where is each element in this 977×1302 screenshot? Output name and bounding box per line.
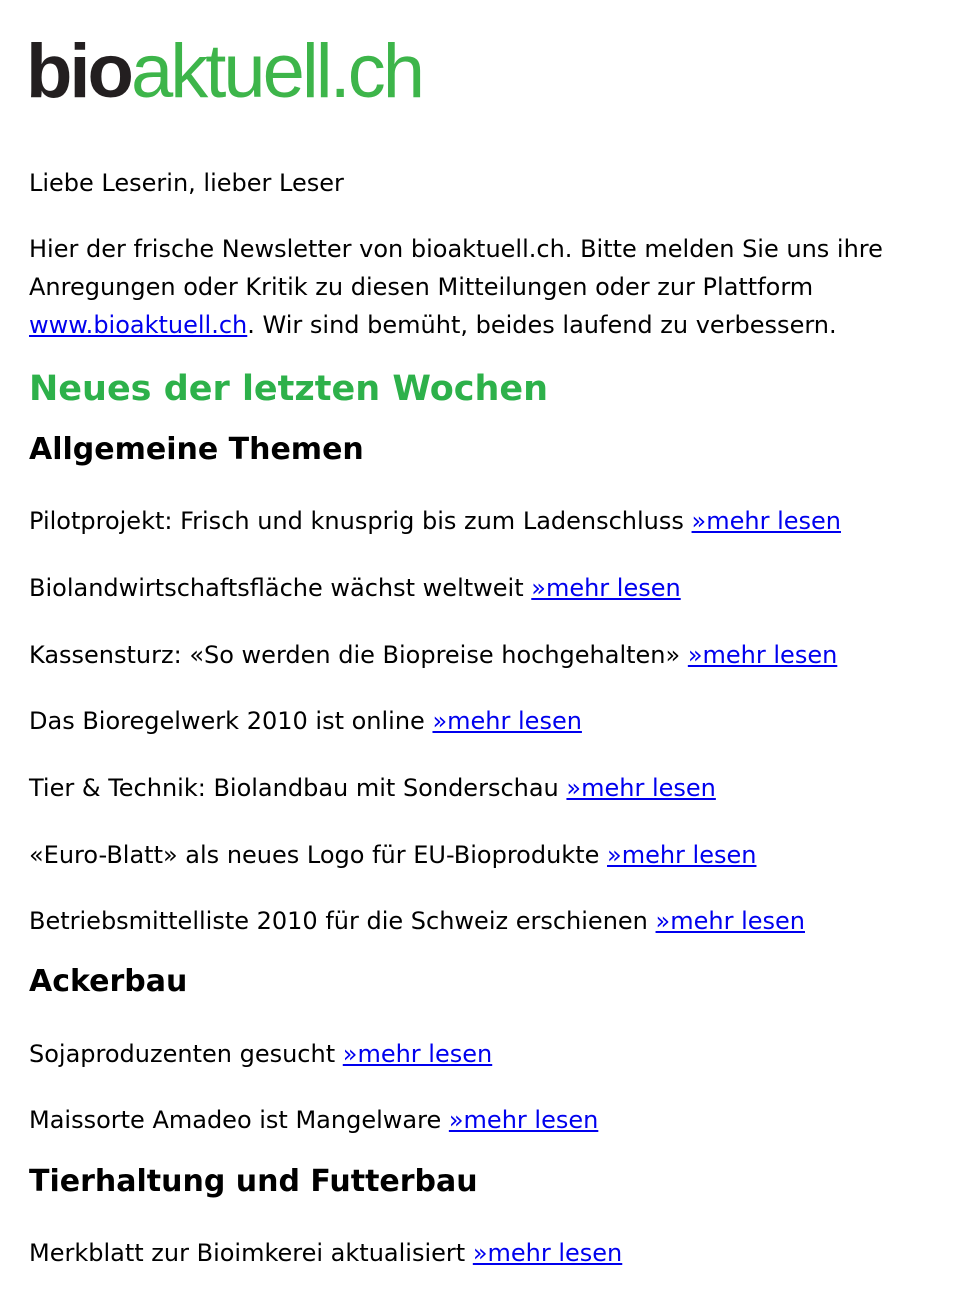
bioaktuell-logo[interactable] bbox=[26, 29, 423, 114]
bioaktuell-link[interactable]: www.bioaktuell.ch bbox=[29, 311, 248, 339]
more-link[interactable]: »mehr lesen bbox=[655, 907, 805, 935]
intro-text-before: Hier der frische Newsletter von bioaktuell.ch. Bitte melden Sie uns ihre Anregungen oder Kritik zu diesen Mitteilungen oder zur Plattform bbox=[29, 235, 883, 301]
more-link[interactable]: »mehr lesen bbox=[342, 1040, 493, 1068]
category-title: Allgemeine Themen bbox=[29, 432, 364, 467]
news-item-title: Pilotprojekt: Frisch und knusprig bis zum Ladenschluss bbox=[29, 507, 684, 535]
intro-text-after: . Wir sind bemüht, beides laufend zu verbessern. bbox=[247, 311, 837, 339]
more-link[interactable]: »mehr lesen bbox=[566, 774, 716, 802]
more-link[interactable]: »mehr lesen bbox=[448, 1106, 599, 1134]
news-item-title: Biolandwirtschaftsfläche wächst weltweit bbox=[29, 574, 524, 602]
news-item bbox=[29, 1035, 492, 1073]
more-link[interactable]: »mehr lesen bbox=[432, 707, 582, 735]
news-item-title: Merkblatt zur Bioimkerei aktualisiert bbox=[29, 1239, 466, 1267]
news-item bbox=[29, 702, 582, 740]
section-title: Neues der letzten Wochen bbox=[29, 369, 549, 409]
logo-aktuell: aktuell.ch bbox=[130, 29, 423, 114]
category-title: Ackerbau bbox=[29, 964, 188, 999]
greeting: Liebe Leserin, lieber Leser bbox=[29, 169, 344, 197]
intro-paragraph bbox=[29, 230, 949, 344]
news-item-title: Kassensturz: «So werden die Biopreise hochgehalten» bbox=[29, 641, 681, 669]
news-item bbox=[29, 502, 841, 540]
more-link[interactable]: »mehr lesen bbox=[691, 507, 841, 535]
news-item-title: Sojaproduzenten gesucht bbox=[29, 1040, 336, 1068]
news-item-title: Maissorte Amadeo ist Mangelware bbox=[29, 1106, 442, 1134]
news-item bbox=[29, 569, 681, 607]
more-link[interactable]: »mehr lesen bbox=[607, 841, 757, 869]
news-item-title: Tier & Technik: Biolandbau mit Sonderschau bbox=[29, 774, 559, 802]
more-link[interactable]: »mehr lesen bbox=[687, 641, 838, 669]
news-item bbox=[29, 1234, 622, 1272]
news-item bbox=[29, 636, 837, 674]
category-title: Tierhaltung und Futterbau bbox=[29, 1164, 478, 1199]
news-item-title: «Euro-Blatt» als neues Logo für EU-Bioprodukte bbox=[29, 841, 600, 869]
news-item bbox=[29, 902, 805, 940]
logo-bio: bio bbox=[26, 29, 131, 114]
news-item-title: Betriebsmittelliste 2010 für die Schweiz erschienen bbox=[29, 907, 648, 935]
more-link[interactable]: »mehr lesen bbox=[531, 574, 681, 602]
news-item bbox=[29, 1101, 598, 1139]
news-item bbox=[29, 769, 716, 807]
news-item bbox=[29, 836, 756, 874]
more-link[interactable]: »mehr lesen bbox=[472, 1239, 623, 1267]
news-item-title: Das Bioregelwerk 2010 ist online bbox=[29, 707, 425, 735]
